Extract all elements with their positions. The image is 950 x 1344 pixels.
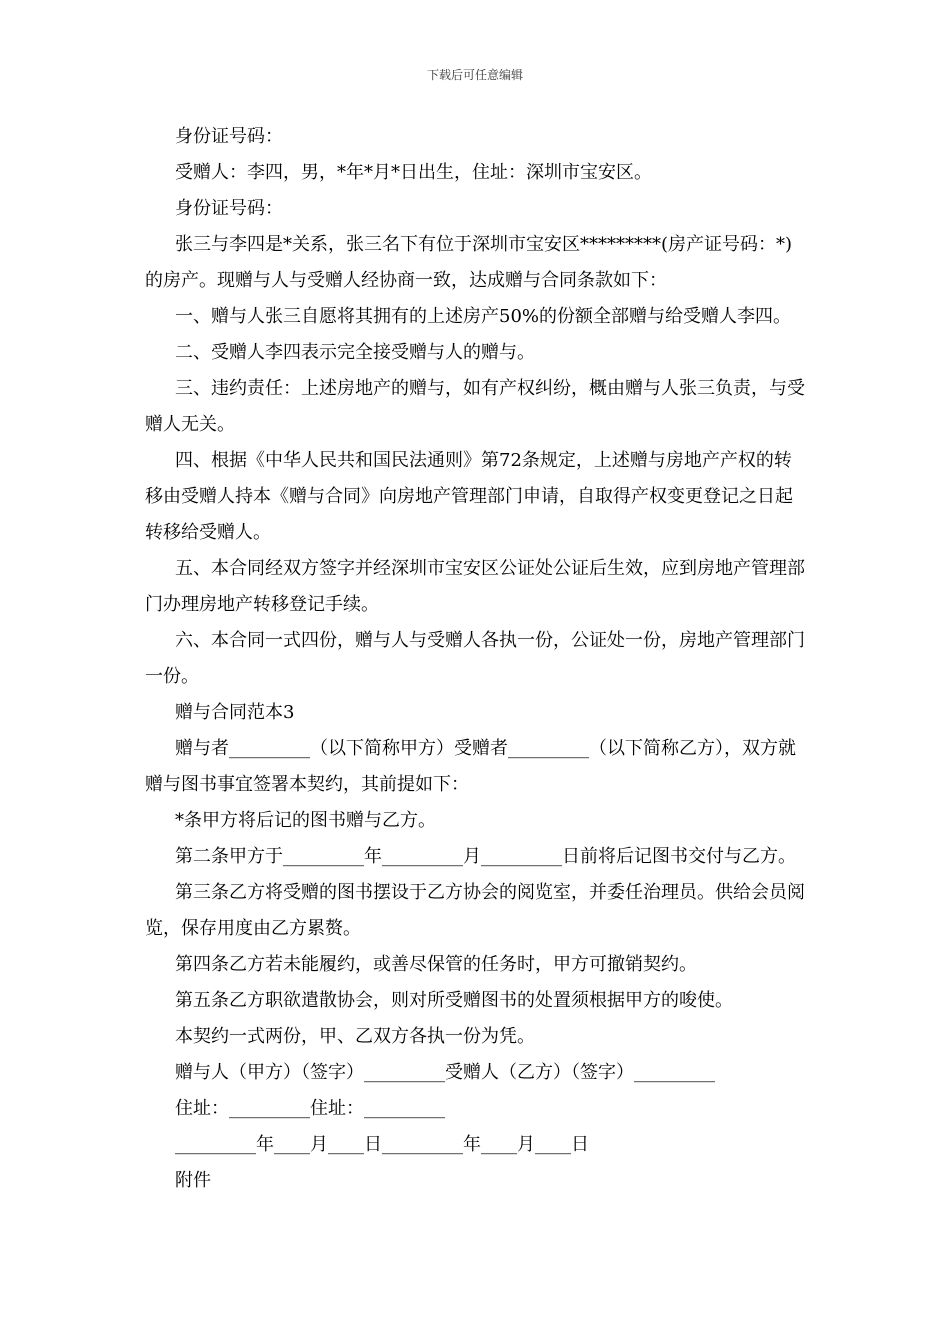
clause-2: 二、受赠人李四表示完全接受赠与人的赠与。 [175,342,535,363]
clause-1: 一、赠与人张三自愿将其拥有的上述房产50%的份额全部赠与给受赠人李四。 [175,306,792,327]
clause-6: 六、本合同一式四份，赠与人与受赠人各执一份，公证处一份，房地产管理部门一份。 [145,630,805,687]
clause-3: 三、违约责任：上述房地产的赠与，如有产权纠纷，概由赠与人张三负责，与受赠人无关。 [145,378,805,435]
section-title-template-3: 赠与合同范本3 [175,702,295,723]
address-line: 住址：_________住址：_________ [175,1098,445,1119]
article-2: 第二条甲方于_________年_________月_________日前将后记图书交付与乙方。 [175,846,796,867]
page-header-note: 下载后可任意编辑 [426,68,523,82]
paragraph-id-number-2: 身份证号码： [175,198,283,219]
date-line: _________年____月____日_________年____月____日 [175,1134,589,1155]
paragraph-relationship: 张三与李四是*关系，张三名下有位于深圳市宝安区*********(房产证号码：*)的房产。现赠与人与受赠人经协商一致，达成赠与合同条款如下： [145,234,793,291]
paragraph-donee-info: 受赠人：李四，男，*年*月*日出生，住址：深圳市宝安区。 [175,162,652,183]
paragraph-parties: 赠与者_________（以下简称甲方）受赠者_________（以下简称乙方），双方就赠与图书事宜签署本契约，其前提如下： [145,738,796,795]
article-1: *条甲方将后记的图书赠与乙方。 [175,810,436,831]
paragraph-copies: 本契约一式两份，甲、乙双方各执一份为凭。 [175,1026,535,1047]
article-3: 第三条乙方将受赠的图书摆设于乙方协会的阅览室，并委任治理员。供给会员阅览，保存用度由乙方累赘。 [145,882,805,939]
attachment-label: 附件 [175,1170,211,1191]
paragraph-id-number-1: 身份证号码： [175,126,283,147]
signature-line: 赠与人（甲方）（签字）_________受赠人（乙方）（签字）_________ [175,1062,715,1083]
clause-4: 四、根据《中华人民共和国民法通则》第72条规定，上述赠与房地产产权的转移由受赠人持本《赠与合同》向房地产管理部门申请，自取得产权变更登记之日起转移给受赠人。 [145,450,793,543]
article-5: 第五条乙方职欲遣散协会，则对所受赠图书的处置须根据甲方的唆使。 [175,990,733,1011]
document-body [145,119,807,1199]
article-4: 第四条乙方若未能履约，或善尽保管的任务时，甲方可撤销契约。 [175,954,697,975]
clause-5: 五、本合同经双方签字并经深圳市宝安区公证处公证后生效，应到房地产管理部门办理房地产转移登记手续。 [145,558,805,615]
